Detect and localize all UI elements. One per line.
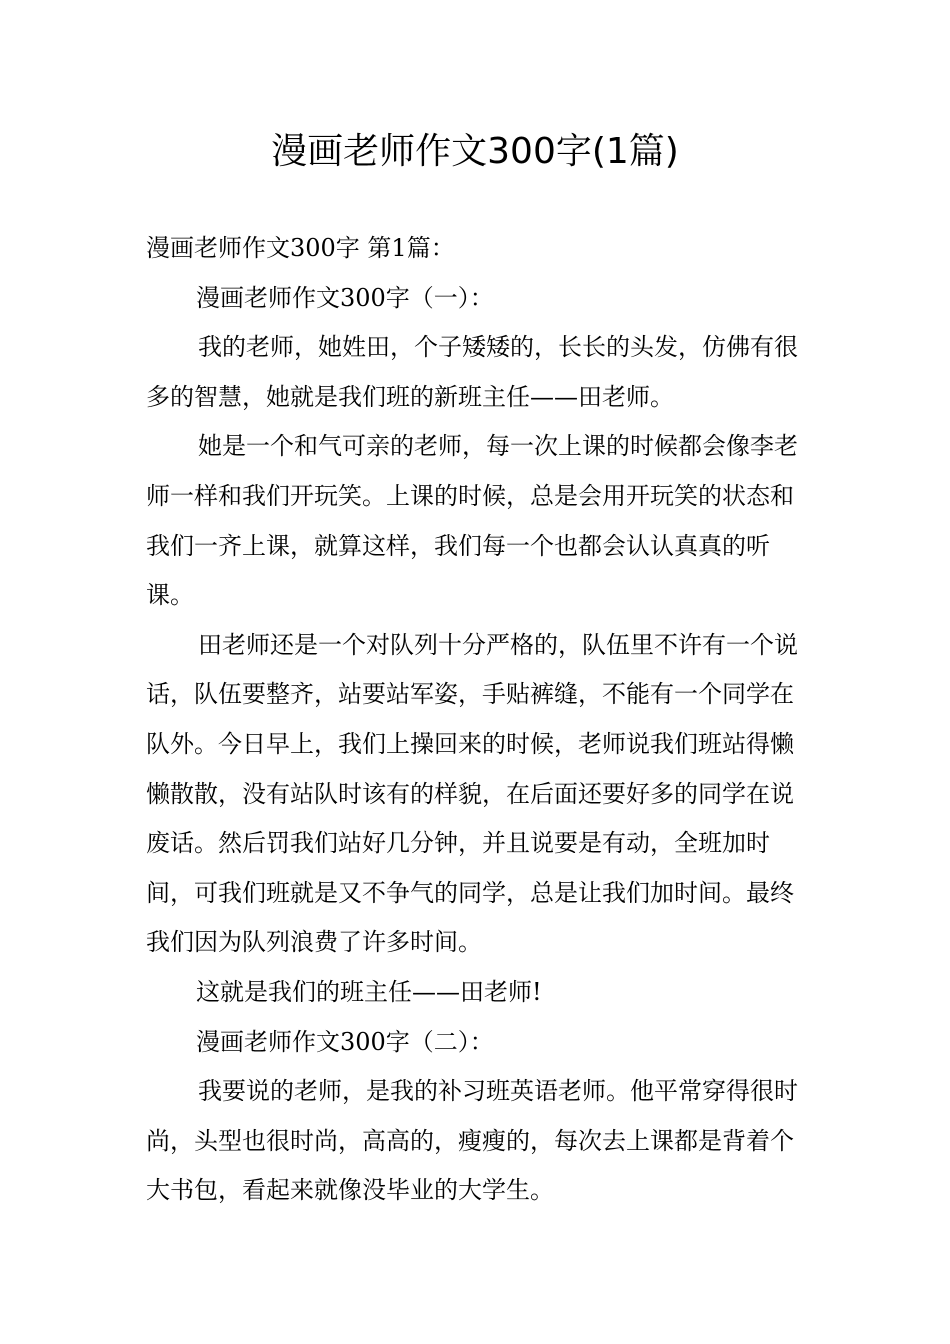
paragraph: 田老师还是一个对队列十分严格的，队伍里不许有一个说话，队伍要整齐，站要站军姿，手贴裤缝，不能有一个同学在队外。今日早上，我们上操回来的时候，老师说我们班站得懒懒散散，没有站队时该有的样貌，在后面还要好多的同学在说废话。然后罚我们站好几分钟，并且说要是有动，全班加时间，可我们班就是又不争气的同学，总是让我们加时间。最终我们因为队列浪费了许多时间。 [146, 630, 798, 957]
paragraph: 她是一个和气可亲的老师，每一次上课的时候都会像李老师一样和我们开玩笑。上课的时候，总是会用开玩笑的状态和我们一齐上课，就算这样，我们每一个也都会认认真真的听课。 [146, 432, 798, 610]
paragraph: 这就是我们的班主任——田老师! [196, 977, 542, 1006]
subsection-heading: 漫画老师作文300字（一）： [196, 283, 494, 312]
section-heading: 漫画老师作文300字 第1篇： [146, 234, 455, 262]
subsection-heading: 漫画老师作文300字（二）： [196, 1027, 494, 1056]
document-body [146, 224, 808, 1216]
paragraph: 我的老师，她姓田，个子矮矮的，长长的头发，仿佛有很多的智慧，她就是我们班的新班主任——田老师。 [146, 333, 798, 411]
paragraph: 我要说的老师，是我的补习班英语老师。他平常穿得很时尚，头型也很时尚，高高的，瘦瘦的，每次去上课都是背着个大书包，看起来就像没毕业的大学生。 [146, 1077, 798, 1205]
document-title: 漫画老师作文300字(1篇) [271, 131, 679, 172]
